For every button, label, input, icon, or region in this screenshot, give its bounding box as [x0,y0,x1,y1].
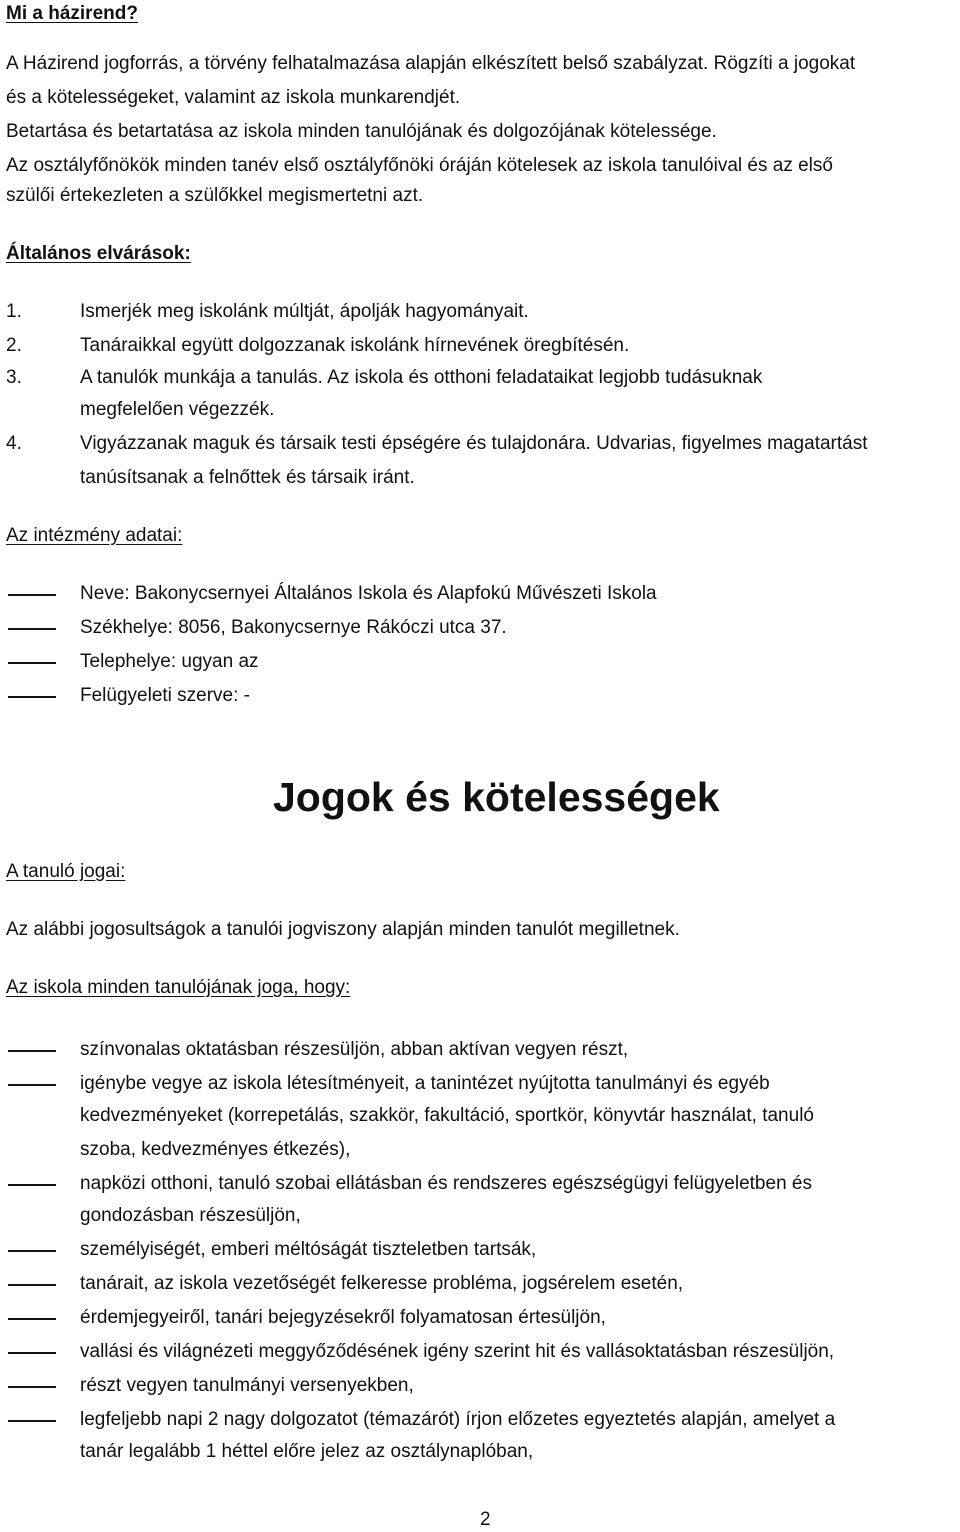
list-item-text: Tanáraikkal együtt dolgozzanak iskolánk hírnevének öregbítésén. [80,335,630,356]
dash-bullet-icon [8,1318,56,1320]
list-item-text: Ismerjék meg iskolánk múltját, ápolják hagyományait. [80,301,529,322]
dash-bullet-icon [8,1184,56,1186]
list-item-text: gondozásban részesüljön, [80,1205,301,1226]
student-rights-heading: A tanuló jogai: [6,861,126,882]
section-heading-what-is: Mi a házirend? [6,3,138,24]
student-rights-intro: Az alábbi jogosultságok a tanulói jogviszony alapján minden tanulót megilletnek. [6,919,680,940]
dash-bullet-icon [8,628,56,630]
dash-bullet-icon [8,696,56,698]
intro-line: Betartása és betartatása az iskola minden tanulójának és dolgozójának kötelessége. [6,121,717,142]
rights-list-heading: Az iskola minden tanulójának joga, hogy: [6,977,351,998]
institution-data-heading: Az intézmény adatai: [6,525,183,546]
intro-line: szülői értekezleten a szülőkkel megismertetni azt. [6,185,424,206]
list-item-text: napközi otthoni, tanuló szobai ellátásban és rendszeres egészségügyi felügyeletben és [80,1173,812,1194]
list-item-text: kedvezményeket (korrepetálás, szakkör, fakultáció, sportkör, könyvtár használat, tanuló [80,1105,814,1126]
dash-bullet-icon [8,662,56,664]
dash-bullet-icon [8,1386,56,1388]
dash-bullet-icon [8,1084,56,1086]
list-item-text: tanúsítsanak a felnőttek és társaik iránt. [80,467,415,488]
list-item-text: Székhelye: 8056, Bakonycsernye Rákóczi utca 37. [80,617,507,638]
list-item-text: személyiségét, emberi méltóságát tiszteletben tartsák, [80,1239,537,1260]
dash-bullet-icon [8,1352,56,1354]
list-item-text: tanárait, az iskola vezetőségét felkeresse probléma, jogsérelem esetén, [80,1273,684,1294]
list-item-text: vallási és világnézeti meggyőződésének igény szerint hit és vallásoktatásban részesüljön, [80,1341,835,1362]
list-number: 1. [6,301,22,322]
dash-bullet-icon [8,1420,56,1422]
list-item-text: részt vegyen tanulmányi versenyekben, [80,1375,414,1396]
list-item-text: tanár legalább 1 héttel előre jelez az osztálynaplóban, [80,1441,534,1462]
list-item-text: legfeljebb napi 2 nagy dolgozatot (témazárót) írjon előzetes egyeztetés alapján, amelyet a [80,1409,836,1430]
dash-bullet-icon [8,1284,56,1286]
list-item-text: színvonalas oktatásban részesüljön, abban aktívan vegyen részt, [80,1039,629,1060]
list-number: 3. [6,367,22,388]
list-item-text: érdemjegyeiről, tanári bejegyzésekről folyamatosan értesüljön, [80,1307,606,1328]
dash-bullet-icon [8,1050,56,1052]
intro-line: Az osztályfőnökök minden tanév első osztályfőnöki óráján kötelesek az iskola tanulóival és az első [6,155,833,176]
list-item-text: Neve: Bakonycsernyei Általános Iskola és Alapfokú Művészeti Iskola [80,583,657,604]
dash-bullet-icon [8,594,56,596]
page-title: Jogok és kötelességek [273,774,720,820]
list-number: 2. [6,335,22,356]
list-number: 4. [6,433,22,454]
list-item-text: Telephelye: ugyan az [80,651,259,672]
list-item-text: Felügyeleti szerve: - [80,685,251,706]
dash-bullet-icon [8,1250,56,1252]
list-item-text: megfelelően végezzék. [80,399,275,420]
list-item-text: Vigyázzanak maguk és társaik testi épségére és tulajdonára. Udvarias, figyelmes magatartást [80,433,868,454]
intro-line: A Házirend jogforrás, a törvény felhatalmazása alapján elkészített belső szabályzat. Rögzíti a jogokat [6,53,856,74]
page-number: 2 [480,1509,491,1530]
general-expectations-heading: Általános elvárások: [6,243,191,264]
list-item-text: szoba, kedvezményes étkezés), [80,1139,351,1160]
intro-line: és a kötelességeket, valamint az iskola munkarendjét. [6,87,461,108]
list-item-text: igénybe vegye az iskola létesítményeit, a tanintézet nyújtotta tanulmányi és egyéb [80,1073,770,1094]
list-item-text: A tanulók munkája a tanulás. Az iskola és otthoni feladataikat legjobb tudásuknak [80,367,763,388]
